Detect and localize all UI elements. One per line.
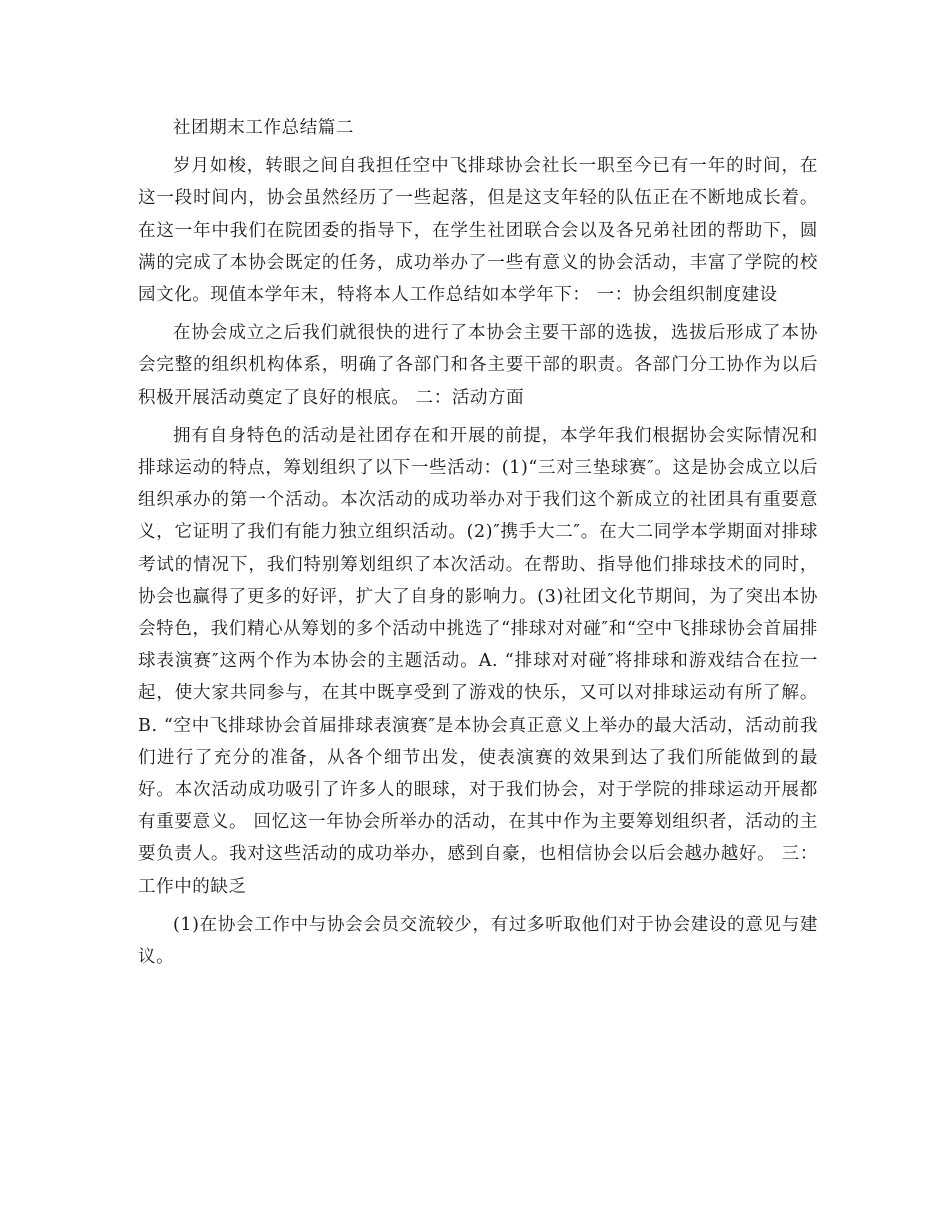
document-title: 社团期末工作总结篇二 bbox=[173, 118, 354, 138]
paragraph-intro: 岁月如梭，转眼之间自我担任空中飞排球协会社长一职至今已有一年的时间，在这一段时间内，协会虽然经历了一些起落，但是这支年轻的队伍正在不断地成长着。在这一年中我们在院团委的指导下，在学生社团联合会以及各兄弟社团的帮助下，圆满的完成了本协会既定的任务，成功举办了一些有意义的协会活动，丰富了学院的校园文化。现值本学年末，特将本人工作总结如本学年下： 一：协会组织制度建设 bbox=[138, 156, 818, 306]
paragraph-shortcomings: (1)在协会工作中与协会会员交流较少，有过多听取他们对于协会建设的意见与建议。 bbox=[138, 914, 818, 968]
document-body bbox=[138, 112, 818, 973]
paragraph-organization: 在协会成立之后我们就很快的进行了本协会主要干部的选拔，选拔后形成了本协会完整的组织机构体系，明确了各部门和各主要干部的职责。各部门分工协作为以后积极开展活动奠定了良好的根底。 二：活动方面 bbox=[138, 323, 818, 408]
paragraph-activities: 拥有自身特色的活动是社团存在和开展的前提，本学年我们根据协会实际情况和排球运动的特点，筹划组织了以下一些活动：(1)“三对三垫球赛″。这是协会成立以后组织承办的第一个活动。本次活动的成功举办对于我们这个新成立的社团具有重要意义，它证明了我们有能力独立组织活动。(2)″携手大二″。在大二同学本学期面对排球考试的情况下，我们特别筹划组织了本次活动。在帮助、指导他们排球技术的同时，协会也赢得了更多的好评，扩大了自身的影响力。(3)社团文化节期间，为了突出本协会特色，我们精心从筹划的多个活动中挑选了“排球对对碰″和“空中飞排球协会首届排球表演赛″这两个作为本协会的主题活动。A. “排球对对碰″将排球和游戏结合在拉一起，使大家共同参与，在其中既享受到了游戏的快乐，又可以对排球运动有所了解。B. “空中飞排球协会首届排球表演赛″是本协会真正意义上举办的最大活动，活动前我们进行了充分的准备，从各个细节出发，使表演赛的效果到达了我们所能做到的最好。本次活动成功吸引了许多人的眼球，对于我们协会，对于学院的排球运动开展都有重要意义。 回忆这一年协会所举办的活动，在其中作为主要筹划组织者，活动的主要负责人。我对这些活动的成功举办，感到自豪，也相信协会以后会越办越好。 三：工作中的缺乏 bbox=[138, 425, 818, 897]
